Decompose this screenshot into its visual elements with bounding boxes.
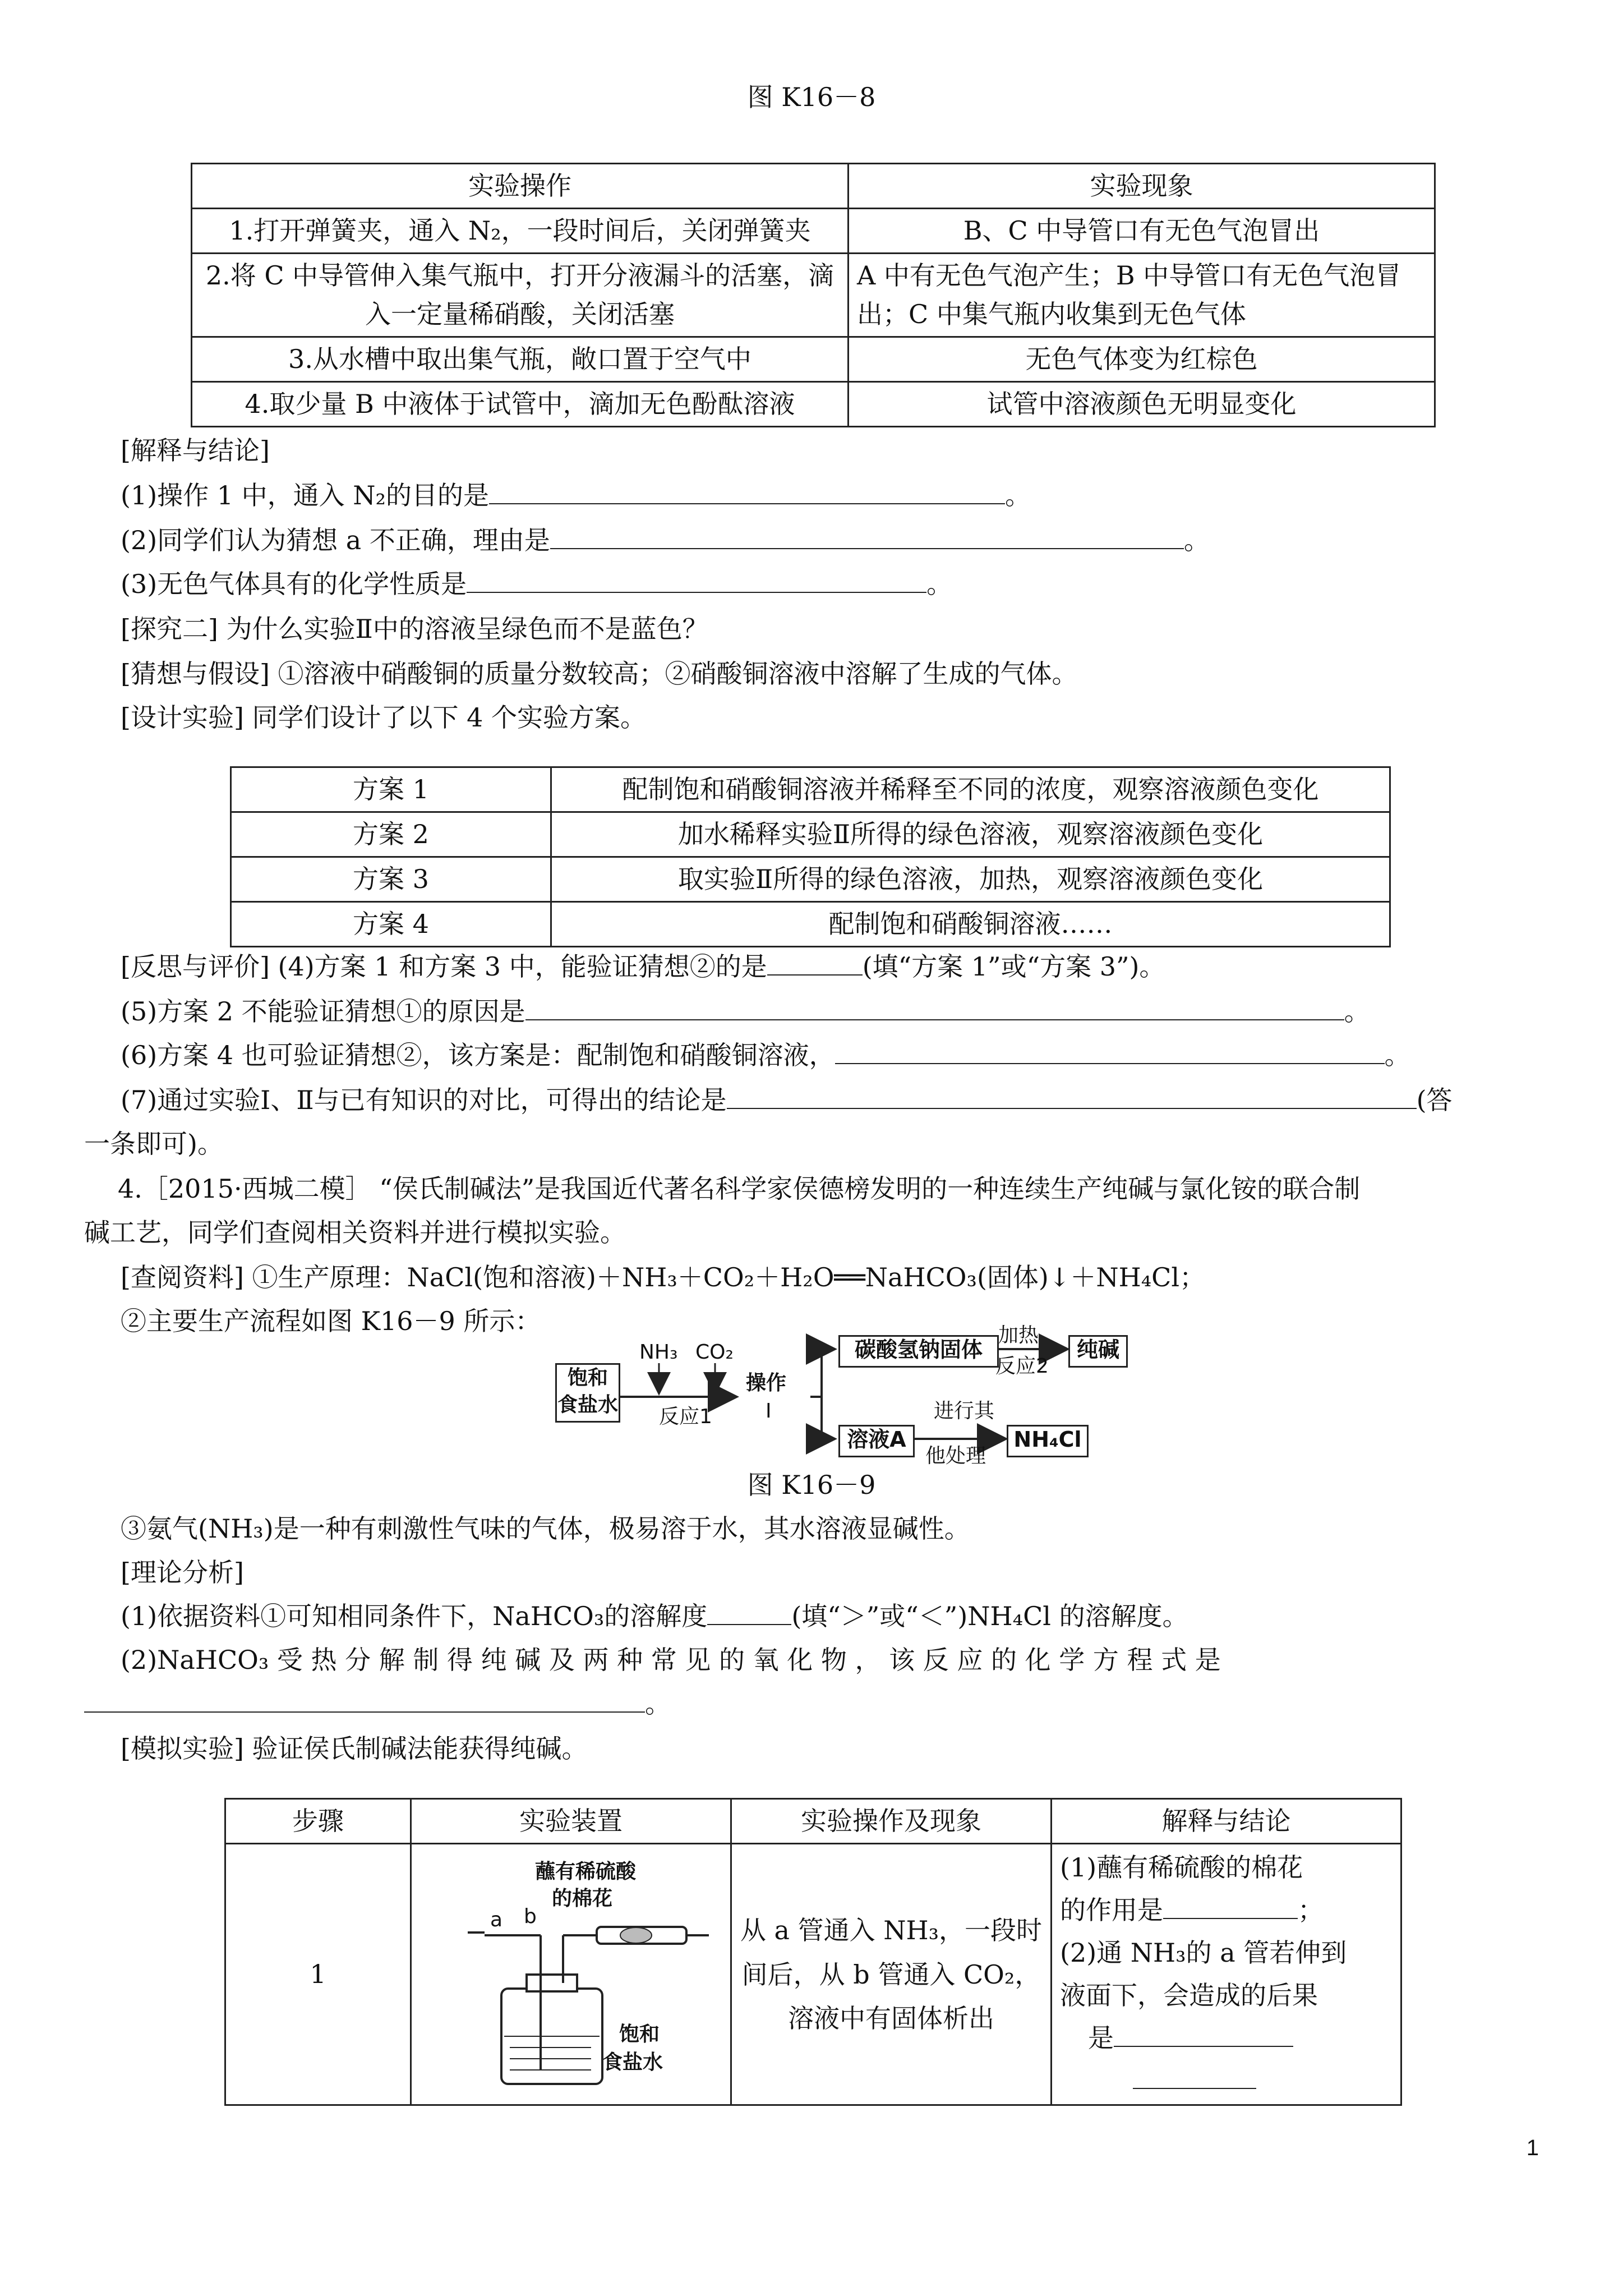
operation-line: 间后，从 b 管通入 CO₂， bbox=[741, 1959, 1041, 1990]
theory-2: (2)NaHCO₃ 受 热 分 解 制 得 纯 碱 及 两 种 常 见 的 氧 化 物 ， 该 反 应 的 化 学 方 程 式 是 bbox=[121, 1645, 1221, 1675]
flow-co2-label: CO₂ bbox=[695, 1341, 734, 1364]
answer-blank[interactable] bbox=[1163, 1895, 1298, 1919]
operation-line: 溶液中有固体析出 bbox=[788, 2003, 994, 2033]
question-7-text: (7)通过实验Ⅰ、Ⅱ与已有知识的对比，可得出的结论是 bbox=[121, 1085, 727, 1115]
table-cell: B、C 中导管口有无色气泡冒出 bbox=[849, 209, 1435, 254]
conclusion-line bbox=[1060, 2059, 1393, 2102]
apparatus-label-cotton: 蘸有稀硫酸 bbox=[535, 1860, 637, 1883]
flow-other-label2: 他处理 bbox=[925, 1444, 986, 1467]
table-cell: 1.打开弹簧夹，通入 N₂，一段时间后，关闭弹簧夹 bbox=[192, 209, 849, 254]
design: [设计实验] 同学们设计了以下 4 个实验方案。 bbox=[121, 702, 647, 733]
flow-nh3-label: NH₃ bbox=[639, 1341, 678, 1364]
table-header-step: 步骤 bbox=[225, 1799, 411, 1844]
question-1-text: (1)操作 1 中，通入 N₂的目的是 bbox=[121, 480, 489, 510]
apparatus-label-b: b bbox=[524, 1904, 537, 1928]
operation-line: 从 a 管通入 NH₃，一段时 bbox=[740, 1915, 1043, 1946]
question-2-text: (2)同学们认为猜想 a 不正确，理由是 bbox=[121, 525, 550, 555]
question-4-text: [反思与评价] (4)方案 1 和方案 3 中，能验证猜想②的是 bbox=[121, 951, 767, 982]
conclusion-text: 的作用是 bbox=[1060, 1894, 1163, 1925]
flow-other-label1: 进行其 bbox=[934, 1400, 995, 1423]
flow-start-box: 饱和 食盐水 bbox=[555, 1363, 620, 1423]
reference-1: [查阅资料] ①生产原理：NaCl(饱和溶液)＋NH₃＋CO₂＋H₂O══NaHCO₃(固体)↓＋NH₄Cl； bbox=[121, 1262, 1206, 1292]
period: 。 bbox=[1384, 1040, 1410, 1070]
apparatus-label-saturated: 饱和 bbox=[619, 2022, 660, 2046]
period: 。 bbox=[1344, 996, 1370, 1027]
plan-desc: 配制饱和硝酸铜溶液…… bbox=[551, 902, 1390, 947]
flow-nh4cl-box: NH₄Cl bbox=[1007, 1425, 1089, 1457]
flow-op-num: Ⅰ bbox=[766, 1400, 772, 1423]
simulation-table bbox=[224, 1798, 1402, 2106]
flow-solution-a-box: 溶液A bbox=[838, 1425, 915, 1457]
question-6-text: (6)方案 4 也可验证猜想②，该方案是：配制饱和硝酸铜溶液， bbox=[121, 1040, 835, 1070]
table-row bbox=[225, 1844, 1401, 2105]
simulation-heading: [模拟实验] 验证侯氏制碱法能获得纯碱。 bbox=[121, 1733, 588, 1764]
conclusion-text: 是 bbox=[1088, 2022, 1114, 2053]
table-header-apparatus: 实验装置 bbox=[411, 1799, 731, 1844]
conclusion-line: 液面下，会造成的后果 bbox=[1060, 1980, 1318, 2010]
figure-caption-k16-8: 图 K16－8 bbox=[747, 82, 876, 112]
answer-blank[interactable] bbox=[1133, 2065, 1256, 2089]
table-cell: 无色气体变为红棕色 bbox=[849, 337, 1435, 382]
plan-desc: 加水稀释实验Ⅱ所得的绿色溶液，观察溶液颜色变化 bbox=[551, 812, 1390, 857]
hypothesis: [猜想与假设] ①溶液中硝酸铜的质量分数较高；②硝酸铜溶液中溶解了生成的气体。 bbox=[121, 659, 1078, 689]
answer-blank[interactable] bbox=[84, 1689, 645, 1713]
conclusion-line: (1)蘸有稀硫酸的棉花 bbox=[1060, 1852, 1303, 1883]
figure-caption-k16-9: 图 K16－9 bbox=[747, 1470, 876, 1500]
answer-blank[interactable] bbox=[1114, 2023, 1293, 2047]
table-cell: 2.将 C 中导管伸入集气瓶中，打开分液漏斗的活塞，滴入一定量稀硝酸，关闭活塞 bbox=[192, 254, 849, 337]
plan-desc: 取实验Ⅱ所得的绿色溶液，加热，观察溶液颜色变化 bbox=[551, 857, 1390, 902]
apparatus-figure bbox=[412, 1851, 726, 2098]
table-cell: 3.从水槽中取出集气瓶，敞口置于空气中 bbox=[192, 337, 849, 382]
plan-name: 方案 2 bbox=[231, 812, 551, 857]
flow-heat-label: 加热 bbox=[998, 1324, 1039, 1347]
conclusion-line: (2)通 NH₃的 a 管若伸到 bbox=[1060, 1937, 1347, 1968]
conclusion-line bbox=[1060, 1889, 1393, 1932]
apparatus-label-a: a bbox=[490, 1908, 503, 1931]
period: 。 bbox=[1183, 525, 1210, 555]
plan-desc: 配制饱和硝酸铜溶液并稀释至不同的浓度，观察溶液颜色变化 bbox=[551, 767, 1390, 812]
problem-4-line2: 碱工艺，同学们查阅相关资料并进行模拟实验。 bbox=[84, 1217, 626, 1248]
theory-1-text: (1)依据资料①可知相同条件下，NaHCO₃的溶解度 bbox=[121, 1601, 708, 1631]
flow-sodium-bicarbonate-box: 碳酸氢钠固体 bbox=[838, 1335, 999, 1368]
conclusion-punct: ； bbox=[1298, 1894, 1324, 1925]
page-number: 1 bbox=[1526, 2136, 1539, 2160]
operation-cell bbox=[731, 1844, 1052, 2105]
theory-1-tail: (填“＞”或“＜”)NH₄Cl 的溶解度。 bbox=[791, 1601, 1188, 1631]
apparatus-cell bbox=[411, 1844, 731, 2105]
period: 。 bbox=[645, 1688, 671, 1719]
question-7-line2: 一条即可)。 bbox=[84, 1129, 223, 1159]
table-cell: A 中有无色气泡产生；B 中导管口有无色气泡冒出；C 中集气瓶内收集到无色气体 bbox=[849, 254, 1435, 337]
table-cell: 4.取少量 B 中液体于试管中，滴加无色酚酞溶液 bbox=[192, 382, 849, 427]
question-3-text: (3)无色气体具有的化学性质是 bbox=[121, 569, 467, 599]
apparatus-label-cotton-2: 的棉花 bbox=[552, 1887, 613, 1910]
question-7-tail: (答 bbox=[1416, 1085, 1453, 1115]
period: 。 bbox=[1004, 480, 1031, 510]
table-header-operation: 实验操作及现象 bbox=[731, 1799, 1052, 1844]
period: 。 bbox=[926, 569, 953, 599]
step-number: 1 bbox=[225, 1844, 411, 2105]
table-header-phenomenon: 实验现象 bbox=[849, 164, 1435, 209]
conclusion-line bbox=[1060, 2017, 1393, 2060]
question-4-tail: (填“方案 1”或“方案 3”)。 bbox=[862, 951, 1165, 982]
table-header-operation: 实验操作 bbox=[192, 164, 849, 209]
apparatus-label-brine: 食盐水 bbox=[602, 2050, 663, 2074]
flow-reaction2-label: 反应2 bbox=[995, 1355, 1049, 1378]
reference-2: ②主要生产流程如图 K16－9 所示： bbox=[121, 1306, 541, 1336]
table-cell: 试管中溶液颜色无明显变化 bbox=[849, 382, 1435, 427]
question-5-text: (5)方案 2 不能验证猜想①的原因是 bbox=[121, 996, 525, 1027]
explore-2: [探究二] 为什么实验Ⅱ中的溶液呈绿色而不是蓝色？ bbox=[121, 614, 708, 644]
flow-reaction1-label: 反应1 bbox=[659, 1405, 712, 1428]
problem-4-line1: 4.［2015·西城二模］ “侯氏制碱法”是我国近代著名科学家侯德榜发明的一种连续生产纯碱与氯化铵的联合制 bbox=[118, 1174, 1361, 1204]
flow-soda-box: 纯碱 bbox=[1068, 1335, 1128, 1368]
section-explain: [解释与结论] bbox=[121, 435, 270, 466]
answer-blank[interactable] bbox=[707, 1602, 791, 1625]
theory-heading: [理论分析] bbox=[121, 1557, 244, 1588]
table-header-conclusion: 解释与结论 bbox=[1052, 1799, 1401, 1844]
flow-op-label: 操作 bbox=[746, 1372, 787, 1395]
theory-2-line2 bbox=[84, 1685, 671, 1723]
reference-3: ③氨气(NH₃)是一种有刺激性气味的气体，极易溶于水，其水溶液显碱性。 bbox=[121, 1513, 970, 1544]
conclusion-cell bbox=[1052, 1844, 1401, 2105]
plan-name: 方案 3 bbox=[231, 857, 551, 902]
plan-name: 方案 1 bbox=[231, 767, 551, 812]
theory-1 bbox=[121, 1598, 1188, 1635]
plan-name: 方案 4 bbox=[231, 902, 551, 947]
